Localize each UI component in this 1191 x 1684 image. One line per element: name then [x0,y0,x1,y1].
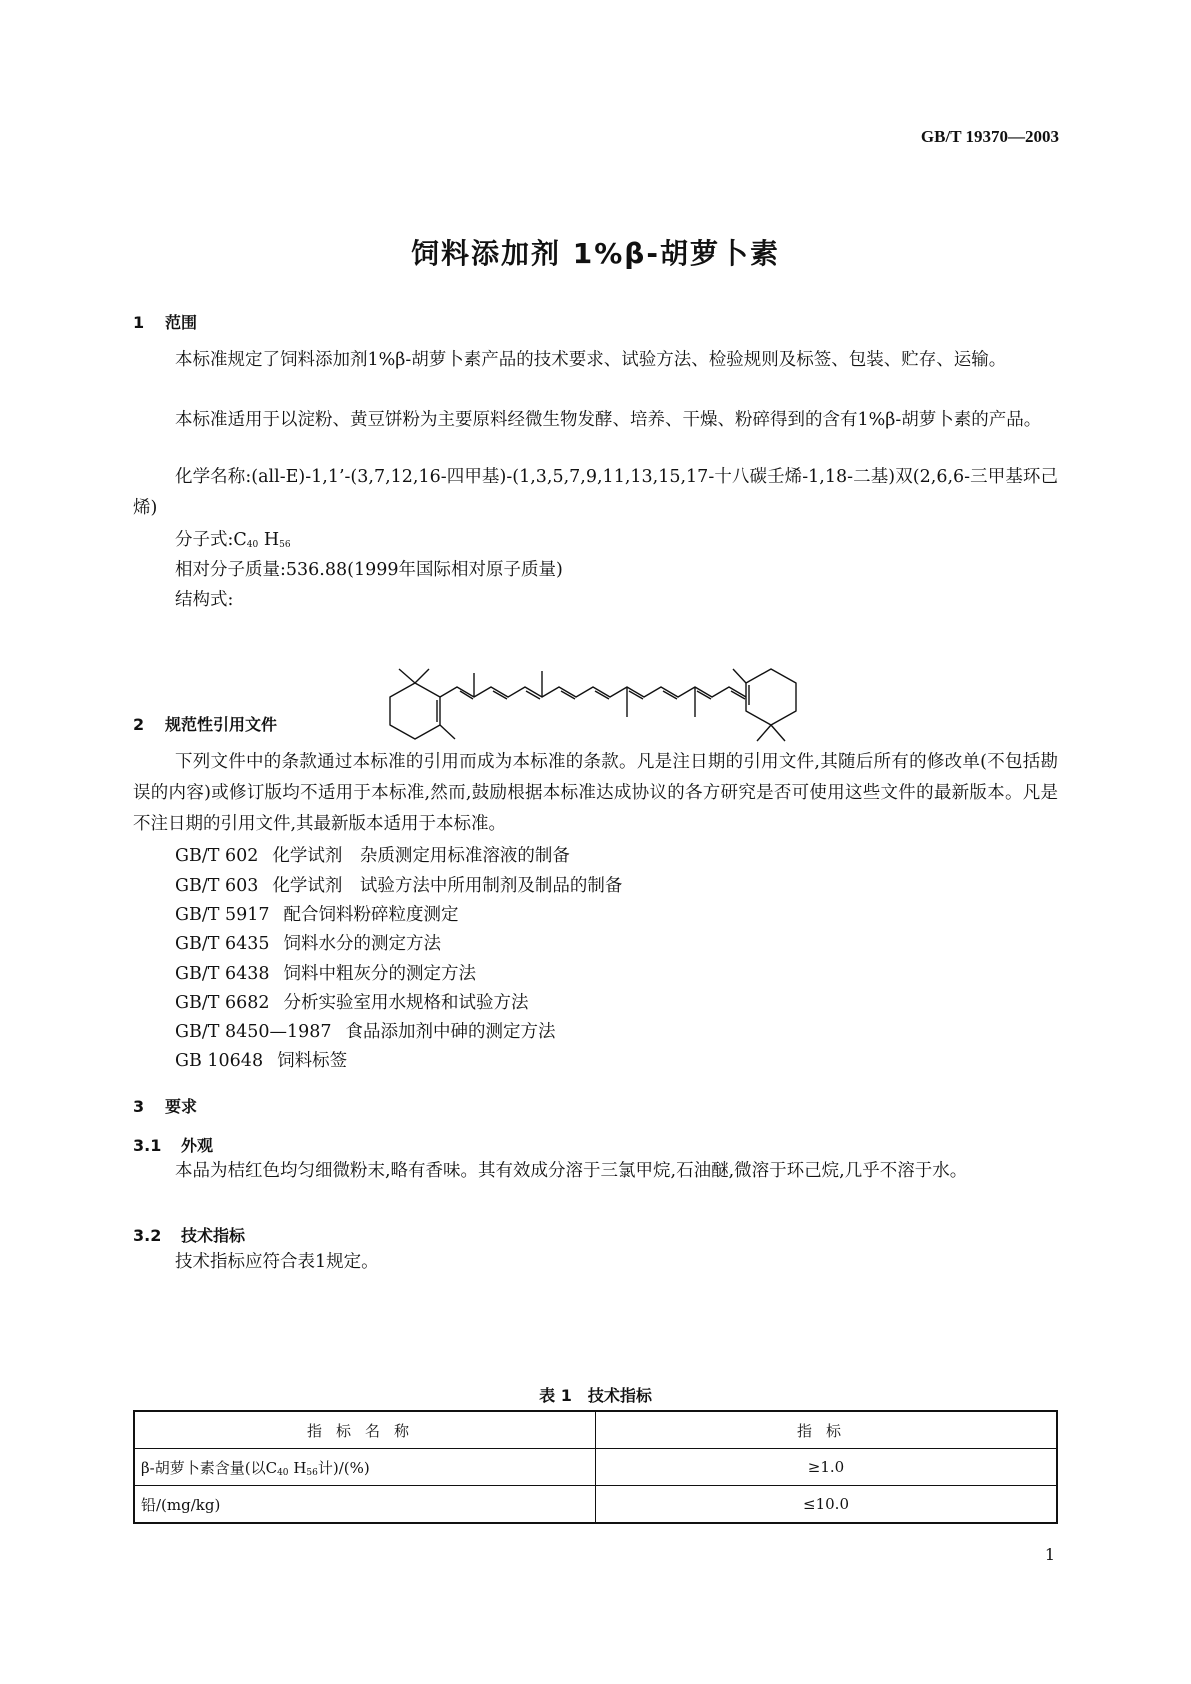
left-gem-methyl-2 [415,669,429,683]
scope-paragraph-1: 本标准规定了饲料添加剂1%β-胡萝卜素产品的技术要求、试验方法、检验规则及标签、包装、贮存、运输。 [175,350,1007,370]
reference-item [175,989,529,1014]
subsection-number: 3.1 [133,1136,162,1155]
subsection-3-1-heading [133,1133,213,1156]
indicator-value-lead: ≤10.0 [596,1486,1058,1524]
column-header-indicator-name: 指标名称 [134,1411,596,1449]
beta-carotene-structure [385,655,805,750]
formula-carbon: C [233,530,247,550]
subsection-title: 技术指标 [181,1226,246,1245]
reference-title: 饲料水分的测定方法 [283,934,442,954]
right-gem-methyl-1 [757,725,771,741]
indicator-name-part: H [293,1458,307,1477]
left-gem-methyl-1 [399,669,415,683]
reference-title: 化学试剂 试验方法中所用制剂及制品的制备 [272,876,623,896]
section-number: 1 [133,313,145,332]
table-row [134,1449,1057,1486]
reference-title: 分析实验室用水规格和试验方法 [283,993,529,1013]
reference-code: GB/T 6438 [175,964,270,984]
section-3-heading [133,1094,197,1117]
reference-title: 饲料标签 [277,1051,348,1071]
page-number: 1 [1044,1545,1055,1564]
appearance-paragraph: 本品为桔红色均匀细微粉末,略有香味。其有效成分溶于三氯甲烷,石油醚,微溶于环己烷,几乎不溶于水。 [175,1161,968,1181]
subsection-3-2-heading [133,1223,245,1246]
table-header-row [134,1411,1057,1449]
indicator-name-carotene [134,1449,596,1486]
reference-title: 配合饲料粉碎粒度测定 [283,905,459,925]
technical-indicators-table [133,1410,1058,1524]
reference-item [175,1047,347,1072]
reference-title: 食品添加剂中砷的测定方法 [345,1022,556,1042]
reference-title: 化学试剂 杂质测定用标准溶液的制备 [272,846,570,866]
reference-code: GB/T 602 [175,846,259,866]
left-ring [390,683,440,739]
chemical-name-paragraph: 化学名称:(all-E)-1,1’-(3,7,12,16-四甲基)-(1,3,5,7,9,11,13,15,17-十八碳壬烯-1,18-二基)双(2,6,6-三甲基环己烯) [133,467,1058,518]
indicator-name-part: β-胡萝卜素含量(以C [141,1458,278,1477]
reference-item [175,930,441,955]
standard-code: GB/T 19370—2003 [920,127,1059,146]
table-caption: 表 1 技术指标 [539,1386,652,1405]
reference-code: GB/T 8450—1987 [175,1022,332,1042]
section-number: 3 [133,1097,145,1116]
reference-item [175,960,476,985]
reference-item [175,872,622,897]
reference-item [175,842,570,867]
reference-code: GB/T 603 [175,876,259,896]
column-header-indicator-value: 指标 [596,1411,1058,1449]
molecular-formula-line [175,526,291,551]
right-ring-methyl [733,669,746,683]
reference-code: GB/T 5917 [175,905,270,925]
section-title: 规范性引用文件 [165,715,278,734]
technical-indicators-paragraph: 技术指标应符合表1规定。 [175,1252,379,1272]
section-title: 范围 [165,313,198,332]
left-ring-methyl [440,725,455,739]
section-title: 要求 [165,1097,198,1116]
indicator-carbon-count: 40 [277,1467,289,1478]
section-2-heading [133,712,277,735]
subsection-title: 外观 [181,1136,214,1155]
reference-code: GB 10648 [175,1051,264,1071]
indicator-name-part: 计)/(%) [317,1458,370,1477]
formula-hydrogen-count: 56 [279,540,291,550]
formula-label: 分子式: [175,530,234,550]
indicator-name-lead: 铅/(mg/kg) [134,1486,596,1524]
reference-item [175,1018,556,1043]
formula-hydrogen: H [263,530,280,550]
normative-references-paragraph: 下列文件中的条款通过本标准的引用而成为本标准的条款。凡是注日期的引用文件,其随后所有的修改单(不包括勘误的内容)或修订版均不适用于本标准,然而,鼓励根据本标准达成协议的各方研究是否可使用这些文件的最新版本。凡是不注日期的引用文件,其最新版本适用于本标准。 [133,752,1058,834]
right-ring [746,669,796,725]
structure-label: 结构式: [175,590,234,610]
document-title: 饲料添加剂 1%β-胡萝卜素 [411,237,780,270]
scope-paragraph-2: 本标准适用于以淀粉、黄豆饼粉为主要原料经微生物发酵、培养、干燥、粉碎得到的含有1%β-胡萝卜素的产品。 [175,410,1042,430]
reference-title: 饲料中粗灰分的测定方法 [283,964,477,984]
table-row [134,1486,1057,1524]
formula-carbon-count: 40 [246,540,259,550]
reference-code: GB/T 6435 [175,934,270,954]
subsection-number: 3.2 [133,1226,162,1245]
molecular-mass-line: 相对分子质量:536.88(1999年国际相对原子质量) [175,560,563,580]
section-1-heading [133,310,197,333]
right-gem-methyl-2 [771,725,785,741]
indicator-hydrogen-count: 56 [306,1467,318,1478]
reference-item [175,901,459,926]
section-number: 2 [133,715,145,734]
reference-code: GB/T 6682 [175,993,270,1013]
indicator-value-carotene: ≥1.0 [596,1449,1058,1486]
